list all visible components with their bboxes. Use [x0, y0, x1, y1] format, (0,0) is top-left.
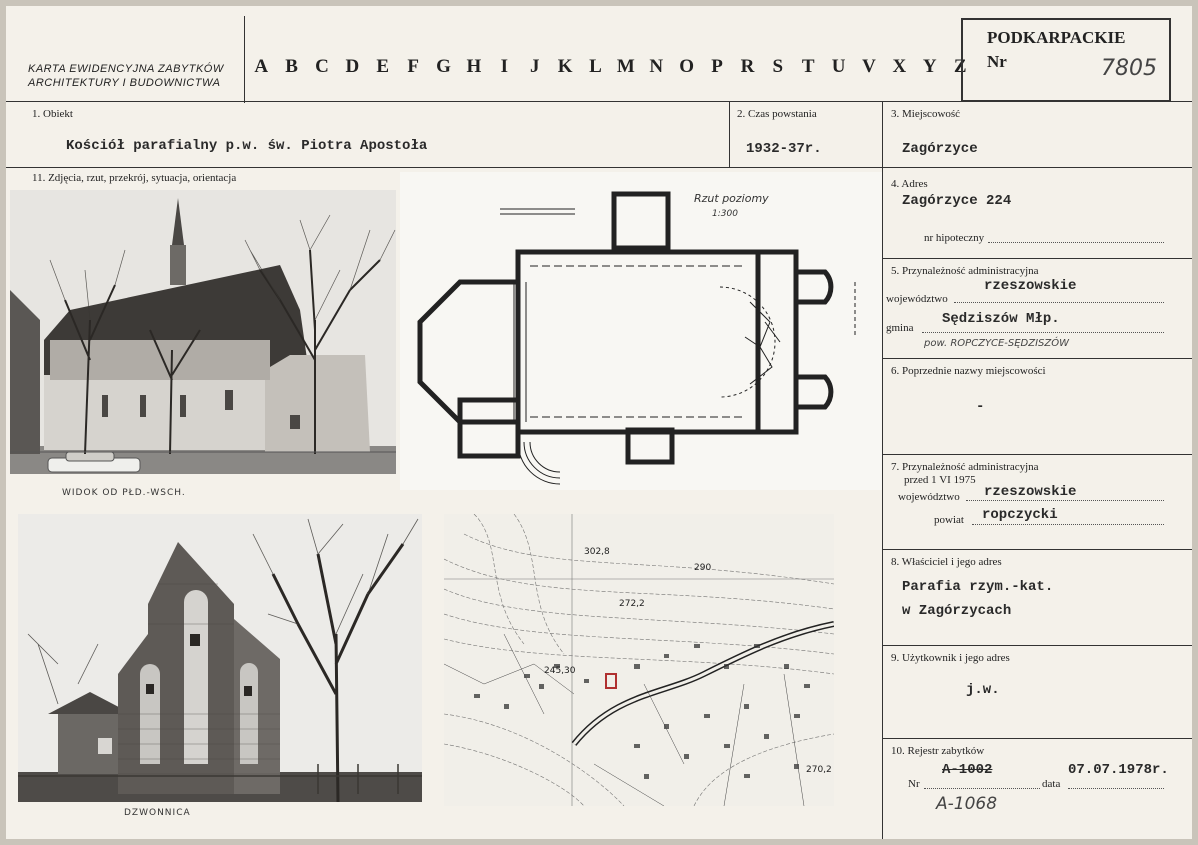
nr-value: 7805 — [1101, 56, 1157, 81]
region-name: PODKARPACKIE — [987, 28, 1126, 47]
register-data-label: data — [1042, 778, 1061, 790]
place-value: Zagórzyce — [902, 141, 978, 157]
address-value: Zagórzyce 224 — [902, 193, 1012, 209]
letter: G — [436, 56, 451, 77]
map-label: 245,30 — [544, 666, 576, 676]
plan-title: Rzut poziomy — [694, 192, 769, 205]
powiat-label: powiat — [934, 514, 964, 526]
letter: L — [589, 56, 602, 77]
church-photo — [10, 190, 396, 474]
register-label: 10. Rejestr zabytków — [891, 745, 985, 757]
letter: I — [500, 56, 509, 77]
voivodeship-label: województwo — [886, 293, 948, 305]
map-label: 290 — [694, 563, 712, 573]
alphabet-index — [246, 56, 975, 78]
church-photo-caption: WIDOK OD PŁD.-WSCH. — [62, 488, 186, 498]
letter: P — [711, 56, 723, 77]
voivodeship-value: rzeszowskie — [984, 278, 1077, 294]
map-label: 270,2 — [806, 765, 832, 775]
place-label: 3. Miejscowość — [891, 108, 961, 120]
letter: V — [862, 56, 876, 77]
letter: F — [407, 56, 419, 77]
register-new-nr: A-1068 — [936, 794, 998, 814]
section11-label: 11. Zdjęcia, rzut, przekrój, sytuacja, orientacja — [32, 172, 237, 184]
user-value: j.w. — [966, 682, 1000, 698]
letter: H — [466, 56, 482, 77]
date-value: 1932-37r. — [746, 141, 822, 157]
letter: C — [315, 56, 329, 77]
belfry-photo-caption: DZWONNICA — [124, 808, 191, 818]
letter: T — [801, 56, 815, 77]
card-title: KARTA EWIDENCYJNA ZABYTKÓW ARCHITEKTURY I BUDOWNICTWA — [28, 63, 224, 89]
map-label: 302,8 — [584, 547, 610, 557]
letter: K — [557, 56, 573, 77]
owner-value-line2: w Zagórzycach — [902, 603, 1012, 619]
owner-value-line1: Parafia rzym.-kat. — [902, 579, 1054, 595]
letter: M — [616, 56, 635, 77]
letter: R — [740, 56, 755, 77]
letter: O — [679, 56, 695, 77]
letter: D — [345, 56, 360, 77]
address-label: 4. Adres — [891, 178, 928, 190]
letter: Z — [953, 56, 967, 77]
letter: U — [831, 56, 846, 77]
letter: Y — [922, 56, 937, 77]
date-label: 2. Czas powstania — [737, 108, 817, 120]
gmina-value: Sędziszów Młp. — [942, 311, 1060, 327]
powiat-value: ropczycki — [982, 507, 1058, 523]
object-value: Kościół parafialny p.w. św. Piotra Apostoła — [66, 138, 428, 154]
register-date: 07.07.1978r. — [1068, 762, 1169, 778]
monument-record-card — [6, 6, 1192, 839]
nr-label: Nr — [987, 52, 1007, 71]
letter: B — [285, 56, 298, 77]
floor-plan — [400, 172, 882, 490]
admin1975-label: 7. Przynależność administracyjna — [891, 461, 1039, 473]
situation-map — [444, 514, 834, 806]
owner-label: 8. Właściciel i jego adres — [891, 556, 1002, 568]
letter: S — [772, 56, 784, 77]
letter: J — [529, 56, 540, 77]
user-label: 9. Użytkownik i jego adres — [891, 652, 1010, 664]
object-label: 1. Obiekt — [32, 108, 73, 120]
plan-scale: 1:300 — [712, 209, 738, 219]
voivodeship1975-value: rzeszowskie — [984, 484, 1077, 500]
letter: X — [892, 56, 907, 77]
register-nr-label: Nr — [908, 778, 920, 790]
former-names-value: - — [976, 399, 985, 415]
mortgage-label: nr hipoteczny — [924, 232, 985, 244]
before-date-label: przed 1 VI 1975 — [904, 474, 976, 486]
powiat-handwritten: pow. ROPCZYCE-SĘDZISZÓW — [924, 338, 1070, 349]
letter: N — [649, 56, 664, 77]
former-names-label: 6. Poprzednie nazwy miejscowości — [891, 365, 1046, 377]
region-box — [961, 18, 1171, 102]
map-label: 272,2 — [619, 599, 645, 609]
letter: E — [376, 56, 390, 77]
gmina-label: gmina — [886, 322, 914, 334]
letter: A — [254, 56, 269, 77]
voivodeship1975-label: województwo — [898, 491, 960, 503]
register-old-nr: A-1002 — [942, 762, 993, 778]
belfry-photo — [18, 514, 422, 802]
admin-label: 5. Przynależność administracyjna — [891, 265, 1039, 277]
